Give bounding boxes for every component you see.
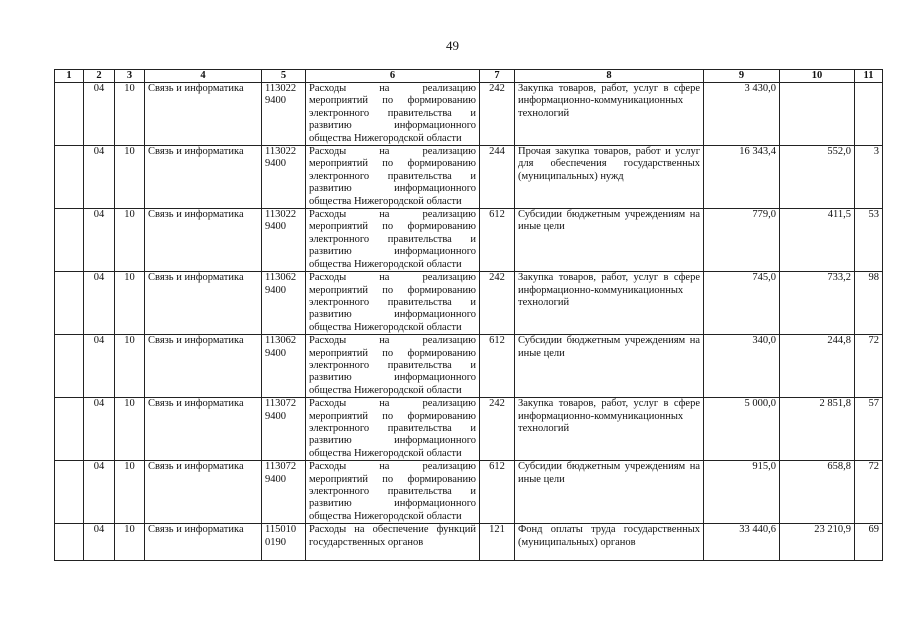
cell-executed — [780, 83, 855, 146]
cell-executed: 411,5 — [780, 209, 855, 272]
cell-section — [55, 335, 84, 398]
table-row — [55, 524, 883, 561]
column-header-11: 11 — [855, 70, 883, 83]
cell-chapter: 04 — [84, 335, 115, 398]
column-header-3: 3 — [115, 70, 145, 83]
cell-target-article-name: Расходы на реализацию мероприятий по формированию электронного правительства и развитию информационного общества Нижегородской области — [306, 146, 480, 209]
cell-target-article: 113072 9400 — [262, 461, 306, 524]
column-header-6: 6 — [306, 70, 480, 83]
cell-subsection: 10 — [115, 146, 145, 209]
cell-plan: 915,0 — [704, 461, 780, 524]
table-row — [55, 272, 883, 335]
cell-target-article-name: Расходы на реализацию мероприятий по формированию электронного правительства и развитию информационного общества Нижегородской области — [306, 335, 480, 398]
table-row — [55, 398, 883, 461]
budget-table — [54, 69, 883, 561]
cell-target-article: 113022 9400 — [262, 146, 306, 209]
page-number: 49 — [446, 38, 459, 53]
column-header-7: 7 — [480, 70, 515, 83]
cell-percent: 3 — [855, 146, 883, 209]
cell-target-article: 113062 9400 — [262, 272, 306, 335]
cell-section — [55, 209, 84, 272]
cell-subsection-name: Связь и информатика — [145, 335, 262, 398]
header-row — [55, 70, 883, 83]
cell-plan: 16 343,4 — [704, 146, 780, 209]
cell-expense-type: 242 — [480, 398, 515, 461]
cell-expense-type: 612 — [480, 209, 515, 272]
table-row — [55, 209, 883, 272]
table-row — [55, 83, 883, 146]
cell-subsection-name: Связь и информатика — [145, 524, 262, 561]
cell-expense-type-name: Закупка товаров, работ, услуг в сфере информационно-коммуникационных технологий — [515, 398, 704, 461]
cell-target-article-name: Расходы на обеспечение функций государственных органов — [306, 524, 480, 561]
cell-section — [55, 272, 84, 335]
cell-percent: 57 — [855, 398, 883, 461]
cell-expense-type: 242 — [480, 83, 515, 146]
cell-subsection-name: Связь и информатика — [145, 461, 262, 524]
table-body — [55, 83, 883, 561]
column-header-2: 2 — [84, 70, 115, 83]
cell-chapter: 04 — [84, 398, 115, 461]
cell-expense-type: 242 — [480, 272, 515, 335]
cell-plan: 33 440,6 — [704, 524, 780, 561]
cell-subsection: 10 — [115, 335, 145, 398]
cell-subsection-name: Связь и информатика — [145, 398, 262, 461]
cell-expense-type-name: Закупка товаров, работ, услуг в сфере информационно-коммуникационных технологий — [515, 83, 704, 146]
cell-executed: 2 851,8 — [780, 398, 855, 461]
cell-executed: 244,8 — [780, 335, 855, 398]
cell-percent: 72 — [855, 461, 883, 524]
cell-plan: 5 000,0 — [704, 398, 780, 461]
cell-plan: 745,0 — [704, 272, 780, 335]
cell-target-article-name: Расходы на реализацию мероприятий по формированию электронного правительства и развитию информационного общества Нижегородской области — [306, 461, 480, 524]
cell-expense-type-name: Субсидии бюджетным учреждениям на иные цели — [515, 209, 704, 272]
cell-section — [55, 461, 84, 524]
cell-chapter: 04 — [84, 272, 115, 335]
cell-subsection-name: Связь и информатика — [145, 209, 262, 272]
cell-target-article: 113072 9400 — [262, 398, 306, 461]
cell-subsection-name: Связь и информатика — [145, 272, 262, 335]
cell-percent — [855, 83, 883, 146]
cell-expense-type: 244 — [480, 146, 515, 209]
cell-expense-type: 121 — [480, 524, 515, 561]
cell-subsection-name: Связь и информатика — [145, 146, 262, 209]
cell-plan: 3 430,0 — [704, 83, 780, 146]
cell-chapter: 04 — [84, 524, 115, 561]
cell-percent: 72 — [855, 335, 883, 398]
table-row — [55, 461, 883, 524]
column-header-10: 10 — [780, 70, 855, 83]
cell-executed: 658,8 — [780, 461, 855, 524]
cell-executed: 552,0 — [780, 146, 855, 209]
cell-plan: 340,0 — [704, 335, 780, 398]
cell-plan: 779,0 — [704, 209, 780, 272]
cell-expense-type-name: Прочая закупка товаров, работ и услуг для обеспечения государственных (муниципальных) нужд — [515, 146, 704, 209]
cell-subsection: 10 — [115, 83, 145, 146]
cell-expense-type: 612 — [480, 461, 515, 524]
column-header-8: 8 — [515, 70, 704, 83]
cell-target-article-name: Расходы на реализацию мероприятий по формированию электронного правительства и развитию информационного общества Нижегородской области — [306, 398, 480, 461]
cell-section — [55, 524, 84, 561]
cell-subsection: 10 — [115, 398, 145, 461]
cell-target-article-name: Расходы на реализацию мероприятий по формированию электронного правительства и развитию информационного общества Нижегородской области — [306, 272, 480, 335]
cell-subsection-name: Связь и информатика — [145, 83, 262, 146]
cell-expense-type-name: Субсидии бюджетным учреждениям на иные цели — [515, 461, 704, 524]
cell-percent: 53 — [855, 209, 883, 272]
table-row — [55, 146, 883, 209]
cell-target-article: 115010 0190 — [262, 524, 306, 561]
column-header-5: 5 — [262, 70, 306, 83]
cell-subsection: 10 — [115, 461, 145, 524]
cell-executed: 733,2 — [780, 272, 855, 335]
cell-subsection: 10 — [115, 209, 145, 272]
cell-chapter: 04 — [84, 146, 115, 209]
cell-expense-type: 612 — [480, 335, 515, 398]
cell-subsection: 10 — [115, 524, 145, 561]
cell-executed: 23 210,9 — [780, 524, 855, 561]
cell-expense-type-name: Фонд оплаты труда государственных (муниципальных) органов — [515, 524, 704, 561]
cell-section — [55, 398, 84, 461]
cell-percent: 69 — [855, 524, 883, 561]
cell-expense-type-name: Субсидии бюджетным учреждениям на иные цели — [515, 335, 704, 398]
cell-chapter: 04 — [84, 461, 115, 524]
column-header-4: 4 — [145, 70, 262, 83]
cell-section — [55, 83, 84, 146]
cell-chapter: 04 — [84, 209, 115, 272]
cell-percent: 98 — [855, 272, 883, 335]
cell-target-article: 113062 9400 — [262, 335, 306, 398]
table-row — [55, 335, 883, 398]
cell-expense-type-name: Закупка товаров, работ, услуг в сфере информационно-коммуникационных технологий — [515, 272, 704, 335]
cell-section — [55, 146, 84, 209]
column-header-1: 1 — [55, 70, 84, 83]
column-header-9: 9 — [704, 70, 780, 83]
cell-chapter: 04 — [84, 83, 115, 146]
cell-target-article-name: Расходы на реализацию мероприятий по формированию электронного правительства и развитию информационного общества Нижегородской области — [306, 209, 480, 272]
cell-target-article: 113022 9400 — [262, 83, 306, 146]
cell-target-article-name: Расходы на реализацию мероприятий по формированию электронного правительства и развитию информационного общества Нижегородской области — [306, 83, 480, 146]
cell-subsection: 10 — [115, 272, 145, 335]
cell-target-article: 113022 9400 — [262, 209, 306, 272]
